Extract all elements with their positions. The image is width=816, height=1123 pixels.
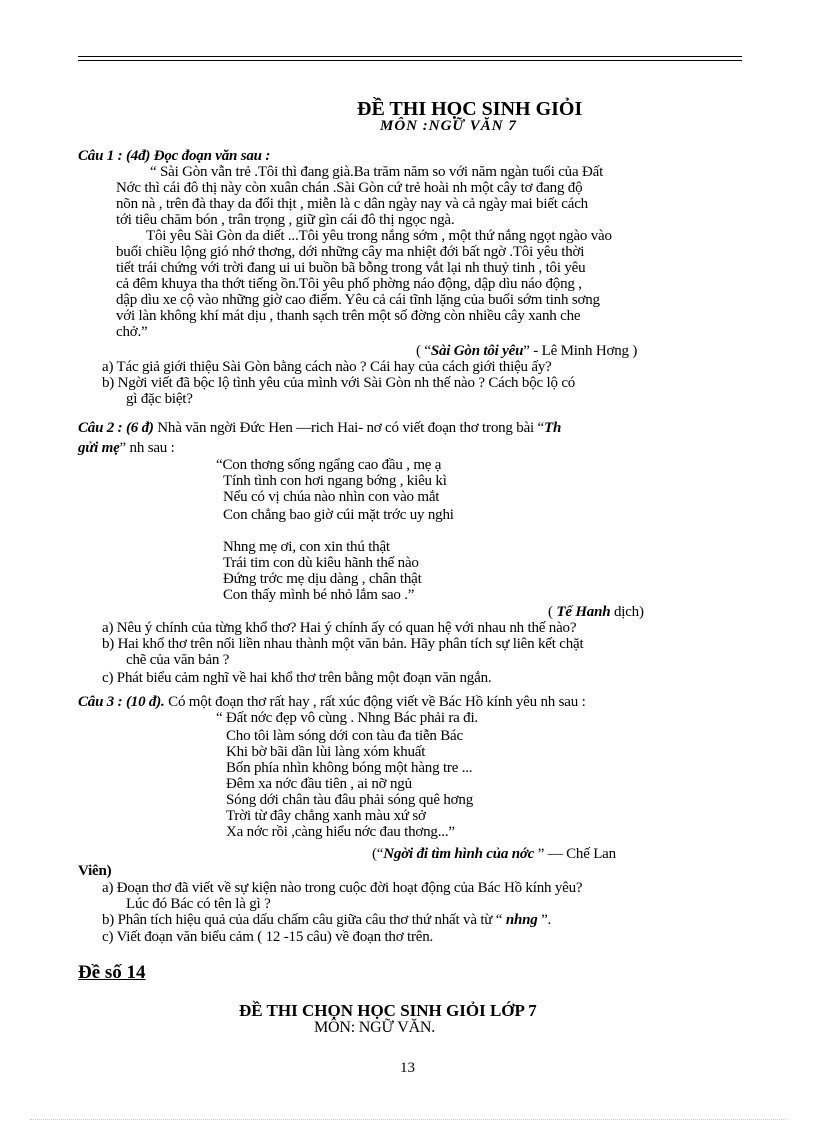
poem-line: Trời từ đây chẳng xanh màu xứ sở [226, 808, 426, 824]
page-bottom-divider [30, 1119, 786, 1120]
question-2b: b) Hai khổ thơ trên nối liền nhau thành một văn bản. Hãy phân tích sự liên kết chặt [102, 636, 584, 652]
passage-line: “ Sài Gòn vẫn trẻ .Tôi thì đang già.Ba trăm năm so với năm ngàn tuổi của Đất [150, 164, 604, 180]
poem-line: “Con thơng sống ngẩng cao đầu , mẹ ạ [216, 457, 442, 473]
next-exam-subject: MÔN: NGỮ VĂN. [314, 1019, 436, 1036]
poem-line: Sóng dới chân tàu đâu phải sóng quê hơng [226, 792, 473, 808]
poem-line: Xa nớc rồi ,càng hiểu nớc đau thơng...” [226, 824, 455, 840]
question-1-label: Câu 1 : (4đ) Đọc đoạn văn sau : [78, 148, 271, 164]
poem-credit: ( Tế Hanh dịch) [548, 604, 644, 620]
poem-line: Bốn phía nhìn không bóng một hàng tre ... [226, 760, 473, 776]
question-2-intro: Câu 2 : (6 đ) Nhà văn ngời Đức Hen —rich Hai- nơ có viết đoạn thơ trong bài “Th [78, 420, 562, 436]
passage-line: tiết trái chứng với trời đang ui ui buồn bã bỗng trong vắt lại nh thuỷ tinh , tôi yêu [116, 260, 586, 276]
poem-line: Đứng trớc mẹ dịu dàng , chân thật [223, 571, 422, 587]
question-2b-cont: chẽ của văn bản ? [126, 652, 230, 668]
poem-line: Nhng mẹ ơi, con xin thú thật [223, 539, 390, 555]
poem-line: Đêm xa nớc đầu tiên , ai nỡ ngủ [226, 776, 412, 792]
poem-line: Cho tôi làm sóng dới con tàu đa tiễn Bác [226, 728, 463, 744]
question-2-intro-cont: gửi mẹ” nh sau : [78, 440, 175, 456]
page-number: 13 [400, 1060, 415, 1076]
question-2c: c) Phát biểu cảm nghĩ về hai khổ thơ trên bằng một đoạn văn ngắn. [102, 670, 492, 686]
poem-line: Con chẳng bao giờ cúi mặt trớc uy nghi [223, 507, 454, 523]
question-3a: a) Đoạn thơ đã viết về sự kiện nào trong cuộc đời hoạt động của Bác Hồ kính yêu? [102, 880, 583, 896]
passage-line: tới tiêu chăm bón , trân trọng , giữ gìn cái đô thị ngọc ngà. [116, 212, 455, 228]
exam-number-heading: Đề số 14 [78, 962, 146, 983]
next-exam-title: ĐỀ THI CHỌN HỌC SINH GIỎI LỚP 7 [239, 1001, 537, 1020]
poem-line: Tính tình con hơi ngang bớng , kiêu kì [223, 473, 447, 489]
header-rule [78, 60, 742, 61]
exam-subtitle: MÔN :NGỮ VĂN 7 [380, 118, 517, 134]
question-1b: b) Ngời viết đã bộc lộ tình yêu của mình với Sài Gòn nh thế nào ? Cách bộc lộ có [102, 375, 576, 391]
passage-source: ( “Sài Gòn tôi yêu” - Lê Minh Hơng ) [416, 343, 638, 359]
question-3a-cont: Lúc đó Bác có tên là gì ? [126, 896, 271, 912]
passage-line: với làn không khí mát dịu , thanh sạch trên một số đờng còn nhiều cây xanh che [116, 308, 581, 324]
passage-line: nõn nà , trên đà thay da đổi thịt , miễn là c dân ngày nay và cả ngày mai biết cách [116, 196, 588, 212]
poem-credit: (“Ngời đi tìm hình của nớc ” — Chế Lan [372, 846, 616, 862]
exam-title: ĐỀ THI HỌC SINH GIỎI [357, 98, 583, 120]
passage-line: buổi chiều lộng gió nhớ thơng, dới những cây ma nhiệt đới bất ngờ .Tôi yêu thời [116, 244, 585, 260]
poem-line: Nếu có vị chúa nào nhìn con vào mắt [223, 489, 440, 505]
passage-line: dập dìu xe cộ vào những giờ cao điểm. Yêu cả cái tĩnh lặng của buổi sớm tinh sơng [116, 292, 600, 308]
passage-line: Tôi yêu Sài Gòn da diết ...Tôi yêu trong nắng sớm , một thứ nắng ngọt ngào vào [146, 228, 612, 244]
poem-line: “ Đất nớc đẹp vô cùng . Nhng Bác phải ra đi. [216, 710, 478, 726]
question-3c: c) Viết đoạn văn biểu cảm ( 12 -15 câu) về đoạn thơ trên. [102, 929, 434, 945]
question-1a: a) Tác giả giới thiệu Sài Gòn bằng cách nào ? Cái hay của cách giới thiệu ấy? [102, 359, 552, 375]
poem-line: Trái tim con dù kiêu hãnh thế nào [223, 555, 419, 571]
header-rule [78, 56, 742, 57]
question-1b-cont: gì đặc biệt? [126, 391, 193, 407]
question-3-intro: Câu 3 : (10 đ). Có một đoạn thơ rất hay , rất xúc động viết về Bác Hồ kính yêu nh sau : [78, 694, 586, 710]
question-3b: b) Phân tích hiệu quả của dấu chấm câu giữa câu thơ thứ nhất và từ “ nhng ”. [102, 912, 552, 928]
passage-line: Nớc thì cái đô thị này còn xuân chán .Sài Gòn cứ trẻ hoài nh một cây tơ đang độ [116, 180, 583, 196]
poem-credit-wrap: Viên) [78, 863, 112, 879]
passage-line: chở.” [116, 324, 148, 340]
poem-line: Khi bờ bãi dần lùi làng xóm khuất [226, 744, 426, 760]
passage-line: cả đêm khuya tha thớt tiếng ồn.Tôi yêu phố phờng náo động, dập dìu náo động , [116, 276, 582, 292]
poem-line: Con thấy mình bé nhỏ lắm sao .” [223, 587, 415, 603]
question-2a: a) Nêu ý chính của từng khổ thơ? Hai ý chính ấy có quan hệ với nhau nh thế nào? [102, 620, 577, 636]
